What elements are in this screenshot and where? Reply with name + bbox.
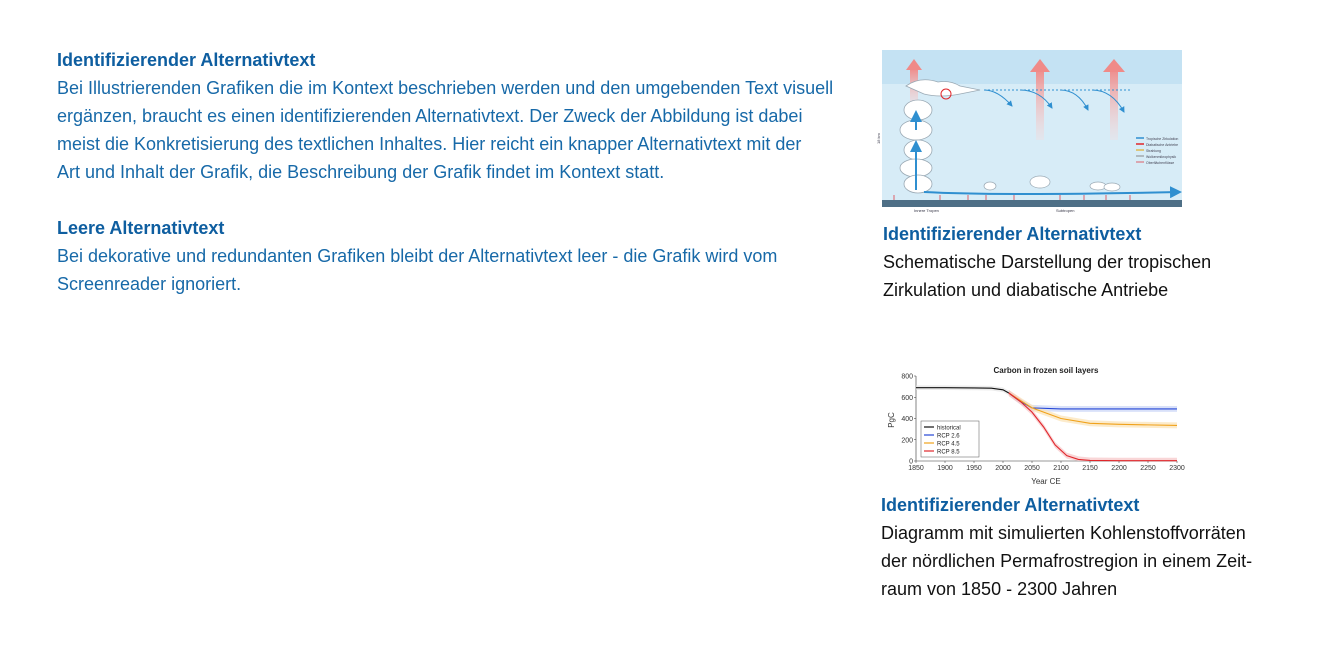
- y-tick-label: 200: [901, 437, 913, 445]
- tropical-circulation-figure: [876, 50, 1182, 213]
- x-tick-label: 2300: [1169, 465, 1185, 472]
- legend-label: Tropische Zirkulation: [1146, 137, 1179, 141]
- x-tick-label: 2050: [1024, 465, 1040, 472]
- y-axis-label: PgC: [887, 412, 896, 428]
- caption-heading: Identifizierender Alternativtext: [883, 224, 1142, 244]
- axis-label: Innere Tropen: [914, 208, 939, 213]
- legend-label: RCP 8.5: [937, 449, 960, 456]
- x-axis-label: Year CE: [1031, 477, 1061, 486]
- x-tick-label: 2000: [995, 465, 1011, 472]
- caption-line: der nördlichen Permafrostregion in einem Zeit-: [881, 551, 1253, 571]
- x-tick-label: 1950: [966, 465, 982, 472]
- x-tick-label: 2100: [1053, 465, 1069, 472]
- body-line: Art und Inhalt der Grafik, die Beschreibung der Grafik findet im Kontext statt.: [57, 162, 665, 182]
- caption-line: Diagramm mit simulierten Kohlenstoffvorräten: [881, 523, 1246, 543]
- section-heading: Leere Alternativtext: [57, 218, 225, 238]
- left-column: [57, 46, 837, 298]
- axis-label: 18 km: [876, 133, 881, 144]
- ground-bar: [882, 200, 1182, 207]
- section-empty-alt: [57, 214, 837, 298]
- body-line: meist die Konkretisierung des textlichen Inhaltes. Hier reicht ein knapper Alternativtext mit der: [57, 134, 802, 154]
- legend-label: RCP 4.5: [937, 441, 960, 448]
- legend-label: Strahlung: [1146, 149, 1161, 153]
- figure1-caption: [883, 220, 1243, 304]
- y-tick-label: 400: [901, 416, 913, 423]
- figure2-caption: [881, 491, 1271, 603]
- legend-label: Diabatische Antriebe: [1146, 143, 1179, 147]
- x-tick-label: 2150: [1082, 465, 1098, 472]
- body-line: Bei Illustrierenden Grafiken die im Kontext beschrieben werden und den umgebenden Text visuell: [57, 78, 834, 98]
- tropical-circulation-schematic: [876, 50, 1182, 213]
- x-tick-label: 2250: [1140, 465, 1156, 472]
- legend-label: Wolkenmikrophysik: [1146, 155, 1177, 159]
- body-line: Bei dekorative und redundanten Grafiken bleibt der Alternativtext leer - die Grafik wird vom: [57, 246, 778, 266]
- series-band: [916, 385, 1009, 395]
- x-tick-label: 1850: [908, 465, 924, 472]
- chart-svg: [880, 360, 1190, 488]
- legend-label: historical: [937, 425, 961, 432]
- caption-line: Zirkulation und diabatische Antriebe: [883, 280, 1169, 300]
- section-heading: Identifizierender Alternativtext: [57, 50, 316, 70]
- caption-line: Schematische Darstellung der tropischen: [883, 252, 1212, 272]
- body-line: Screenreader ignoriert.: [57, 274, 242, 294]
- y-tick-label: 0: [909, 458, 913, 466]
- chart-title: Carbon in frozen soil layers: [993, 366, 1099, 375]
- legend-label: Oberflächenflüsse: [1146, 161, 1175, 165]
- section-identifying-alt: [57, 46, 837, 186]
- y-tick-label: 800: [901, 373, 913, 381]
- caption-text: [883, 248, 1243, 304]
- section-body: [57, 242, 837, 298]
- caption-heading: Identifizierender Alternativtext: [881, 495, 1140, 515]
- x-tick-label: 2200: [1111, 465, 1127, 472]
- body-line: ergänzen, braucht es einen identifizierenden Alternativtext. Der Zweck der Abbildung ist dabei: [57, 106, 803, 126]
- axis-label: Subtropen: [1056, 208, 1075, 213]
- x-tick-label: 1900: [937, 465, 953, 472]
- caption-line: raum von 1850 - 2300 Jahren: [881, 579, 1118, 599]
- permafrost-carbon-chart: [880, 360, 1190, 488]
- section-body: [57, 74, 837, 186]
- caption-text: [881, 519, 1271, 603]
- legend-label: RCP 2.6: [937, 433, 960, 440]
- y-tick-label: 600: [901, 394, 913, 402]
